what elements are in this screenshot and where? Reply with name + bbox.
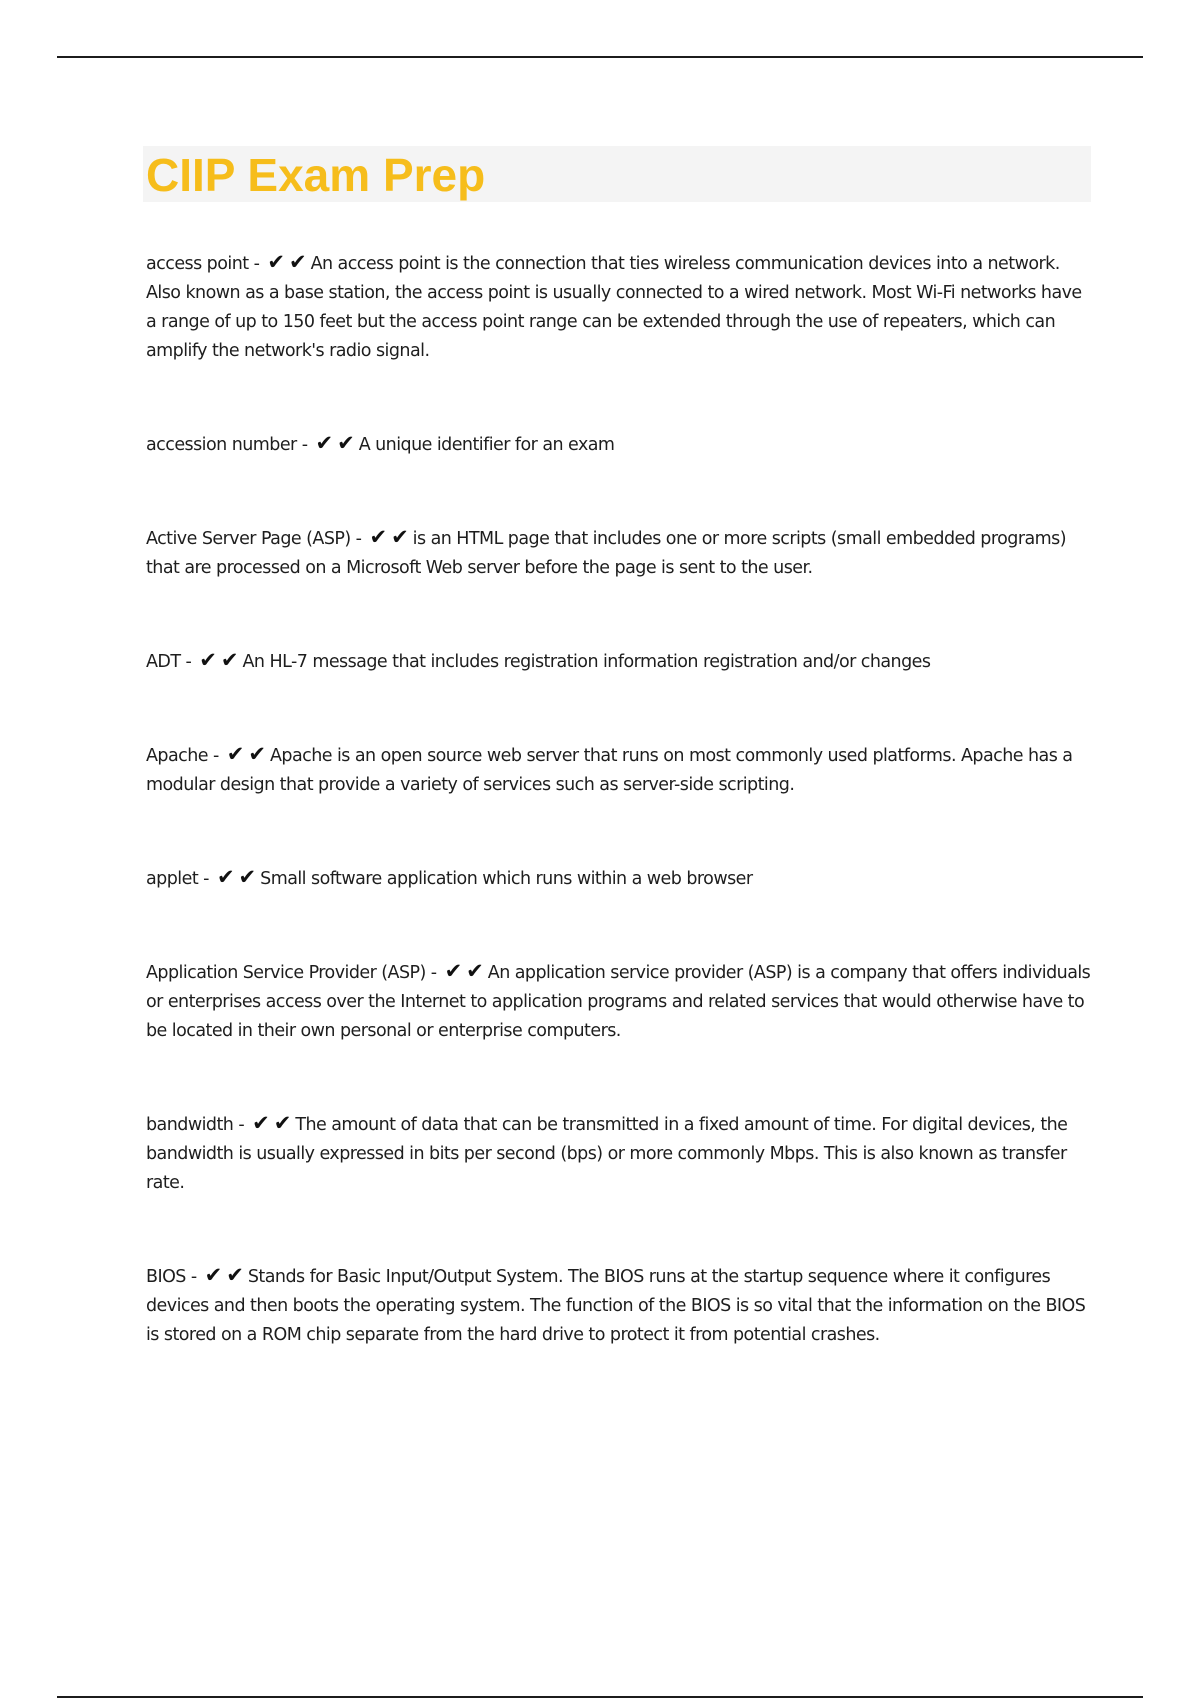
glossary-entry: [146, 646, 1091, 677]
check-icon: ✔✔: [444, 959, 488, 983]
entry-definition: Apache is an open source web server that runs on most commonly used platforms. Apache has a modular design that provide a variety of services such as server-side scripting.: [146, 746, 1073, 795]
glossary-entry: [146, 429, 1091, 460]
entry-term: Active Server Page (ASP) -: [146, 529, 362, 549]
entry-definition: Stands for Basic Input/Output System. The BIOS runs at the startup sequence where it configures devices and then boots the operating system. The function of the BIOS is so vital that the information on the BIOS is stored on a ROM chip separate from the hard drive to protect it from potential crashes.: [146, 1267, 1086, 1345]
glossary-entry: [146, 740, 1091, 800]
entry-definition: An application service provider (ASP) is a company that offers individuals or enterprises access over the Internet to application programs and related services that would otherwise have to be located in their own personal or enterprise computers.: [146, 963, 1091, 1041]
entry-term: BIOS -: [146, 1267, 197, 1287]
bottom-rule: [57, 1696, 1143, 1698]
entry-definition: Small software application which runs within a web browser: [260, 869, 753, 889]
glossary-entry: [146, 1109, 1091, 1198]
entry-definition: An HL-7 message that includes registration information registration and/or changes: [242, 652, 931, 672]
entry-definition: The amount of data that can be transmitted in a fixed amount of time. For digital devices, the bandwidth is usually expressed in bits per second (bps) or more commonly Mbps. This is also known as transfer rate.: [146, 1115, 1068, 1193]
entry-definition: is an HTML page that includes one or more scripts (small embedded programs) that are processed on a Microsoft Web server before the page is sent to the user.: [146, 529, 1066, 578]
entry-definition: An access point is the connection that ties wireless communication devices into a network. Also known as a base station, the access point is usually connected to a wired network. Most Wi-Fi networks have a range of up to 150 feet but the access point range can be extended through the use of repeaters, which can amplify the network's radio signal.: [146, 254, 1082, 361]
top-rule: [57, 56, 1143, 58]
entry-term: ADT -: [146, 652, 192, 672]
title-band: [143, 146, 1091, 202]
entry-term: Apache -: [146, 746, 219, 766]
check-icon: ✔✔: [369, 525, 413, 549]
check-icon: ✔✔: [216, 865, 261, 889]
glossary-list: [146, 248, 1091, 1350]
entry-term: applet -: [146, 869, 209, 889]
glossary-entry: [146, 523, 1091, 583]
check-icon: ✔✔: [204, 1263, 248, 1287]
glossary-entry: [146, 248, 1091, 366]
check-icon: ✔✔: [267, 250, 311, 274]
entry-definition: A unique identifier for an exam: [358, 435, 615, 455]
glossary-entry: [146, 863, 1091, 894]
check-icon: ✔✔: [252, 1111, 296, 1135]
entry-term: bandwidth -: [146, 1115, 245, 1135]
check-icon: ✔✔: [226, 742, 270, 766]
check-icon: ✔✔: [315, 431, 359, 455]
check-icon: ✔✔: [199, 648, 243, 672]
entry-term: Application Service Provider (ASP) -: [146, 963, 437, 983]
glossary-entry: [146, 1261, 1091, 1350]
glossary-entry: [146, 957, 1091, 1046]
entry-term: access point -: [146, 254, 260, 274]
entry-term: accession number -: [146, 435, 308, 455]
page-title: CIIP Exam Prep: [146, 149, 486, 201]
